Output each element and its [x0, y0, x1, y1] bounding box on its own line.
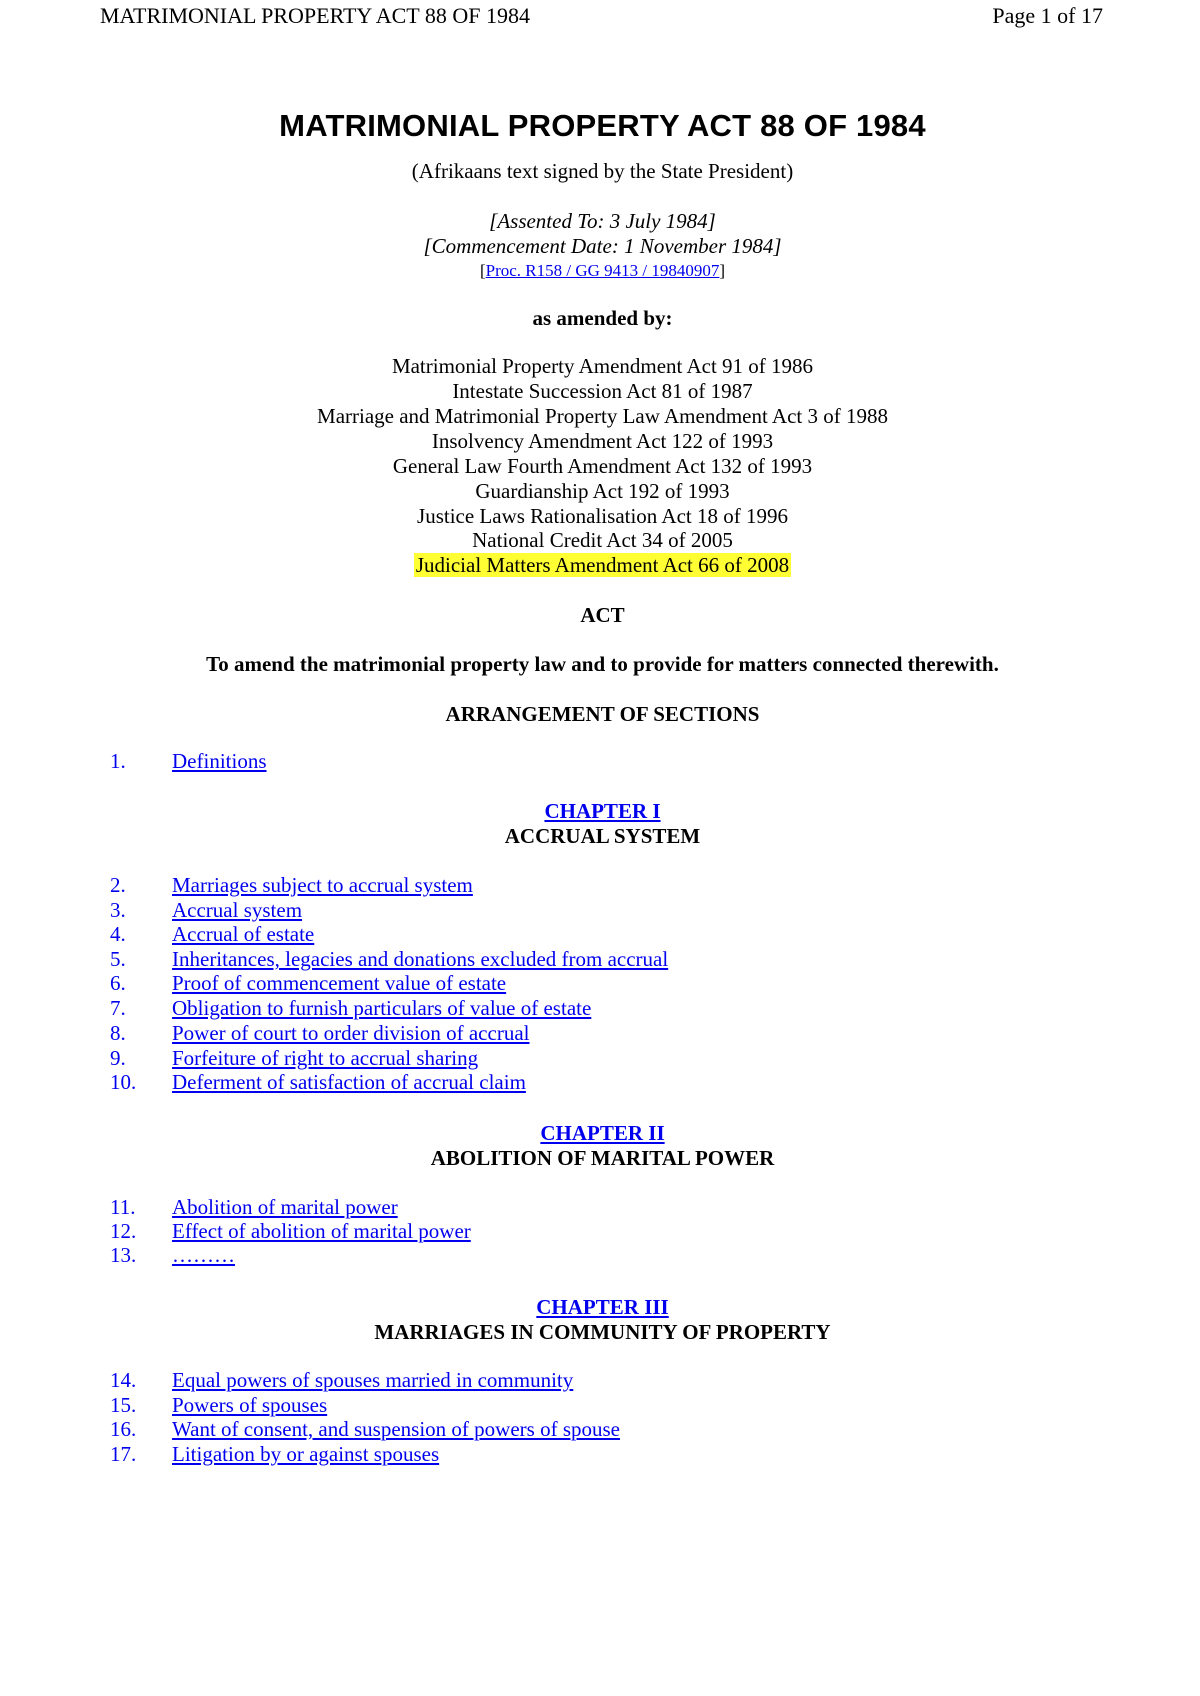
amendment-item: General Law Fourth Amendment Act 132 of 1993 — [392, 454, 813, 478]
long-title: To amend the matrimonial property law and to provide for matters connected therewith. — [206, 652, 999, 676]
toc-link[interactable] — [110, 1243, 235, 1267]
amendment-item-highlighted — [110, 552, 1095, 578]
running-header-title: MATRIMONIAL PROPERTY ACT 88 OF 1984 — [100, 3, 530, 28]
section-number: 12. — [110, 1219, 137, 1243]
section-title: Power of court to order division of accrual — [172, 1021, 530, 1045]
commencement-date: [Commencement Date: 1 November 1984] — [423, 234, 782, 258]
section-number: 15. — [110, 1393, 137, 1417]
section-number: 14. — [110, 1368, 137, 1392]
section-number: 5. — [110, 947, 126, 971]
proclamation-link[interactable]: Proc. R158 / GG 9413 / 19840907 — [485, 261, 720, 280]
toc-link[interactable] — [110, 749, 267, 773]
toc-link[interactable] — [110, 922, 314, 946]
section-number: 9. — [110, 1046, 126, 1070]
section-title: Marriages subject to accrual system — [172, 873, 473, 897]
proclamation-reference — [110, 258, 1095, 284]
toc-link[interactable] — [110, 898, 302, 922]
toc-item[interactable] — [110, 1195, 398, 1220]
section-number: 2. — [110, 873, 126, 897]
amendment-item: Guardianship Act 192 of 1993 — [475, 479, 730, 503]
chapter-link[interactable]: CHAPTER I — [544, 799, 661, 823]
highlighted-amendment: Judicial Matters Amendment Act 66 of 2008 — [415, 553, 790, 577]
section-title: Want of consent, and suspension of powers of spouse — [172, 1417, 620, 1441]
amendment-item: Justice Laws Rationalisation Act 18 of 1996 — [417, 504, 788, 528]
page-number: Page 1 of 17 — [992, 3, 1103, 28]
chapter-heading — [110, 1294, 1095, 1320]
toc-item[interactable] — [110, 898, 302, 923]
section-number: 13. — [110, 1243, 137, 1267]
section-title: Accrual system — [172, 898, 303, 922]
chapter-link[interactable]: CHAPTER III — [536, 1295, 669, 1319]
section-number: 11. — [110, 1195, 136, 1219]
proc-close-bracket: ] — [719, 261, 726, 280]
signed-note: (Afrikaans text signed by the State President) — [411, 159, 794, 183]
amendment-item: National Credit Act 34 of 2005 — [472, 528, 733, 552]
chapter-heading — [110, 798, 1095, 824]
toc-link[interactable] — [110, 1195, 398, 1219]
toc-item[interactable] — [110, 996, 591, 1021]
section-title: Obligation to furnish particulars of value of estate — [172, 996, 592, 1020]
arrangement-heading: ARRANGEMENT OF SECTIONS — [445, 702, 760, 726]
amendment-item: Matrimonial Property Amendment Act 91 of 1986 — [391, 354, 814, 378]
toc-link[interactable] — [110, 1021, 529, 1045]
toc-link[interactable] — [110, 1070, 526, 1094]
toc-link[interactable] — [110, 1393, 327, 1417]
toc-link[interactable] — [110, 1219, 471, 1243]
toc-item[interactable] — [110, 922, 314, 947]
amendment-item: Intestate Succession Act 81 of 1987 — [452, 379, 753, 403]
toc-link[interactable] — [110, 1442, 439, 1466]
act-title: MATRIMONIAL PROPERTY ACT 88 OF 1984 — [279, 108, 926, 143]
toc-item[interactable] — [110, 749, 267, 774]
toc-item[interactable] — [110, 1243, 235, 1268]
section-number: 10. — [110, 1070, 137, 1094]
proc-open-bracket: [ — [479, 261, 486, 280]
amendment-item: Insolvency Amendment Act 122 of 1993 — [431, 429, 774, 453]
running-header — [0, 0, 1200, 32]
act-heading: ACT — [580, 603, 625, 627]
toc-link[interactable] — [110, 996, 591, 1020]
section-title: Effect of abolition of marital power — [172, 1219, 471, 1243]
section-title: Litigation by or against spouses — [172, 1442, 440, 1466]
chapter-name: ABOLITION OF MARITAL POWER — [430, 1146, 775, 1170]
toc-link[interactable] — [110, 947, 668, 971]
section-number: 6. — [110, 971, 126, 995]
section-number: 4. — [110, 922, 126, 946]
toc-item[interactable] — [110, 1046, 478, 1071]
section-title: Forfeiture of right to accrual sharing — [172, 1046, 479, 1070]
toc-link[interactable] — [110, 1417, 620, 1441]
chapter-name: MARRIAGES IN COMMUNITY OF PROPERTY — [374, 1320, 831, 1344]
section-title: ……… — [172, 1243, 235, 1267]
section-title: Equal powers of spouses married in community — [172, 1368, 574, 1392]
toc-link[interactable] — [110, 873, 473, 897]
section-title: Inheritances, legacies and donations excluded from accrual — [172, 947, 669, 971]
section-title: Accrual of estate — [172, 922, 315, 946]
assented-date: [Assented To: 3 July 1984] — [489, 209, 716, 233]
section-title: Proof of commencement value of estate — [172, 971, 507, 995]
toc-item[interactable] — [110, 873, 473, 898]
section-number: 8. — [110, 1021, 126, 1045]
toc-item[interactable] — [110, 1393, 327, 1418]
toc-item[interactable] — [110, 1219, 471, 1244]
section-title: Powers of spouses — [172, 1393, 328, 1417]
section-title: Abolition of marital power — [172, 1195, 398, 1219]
amendment-item: Marriage and Matrimonial Property Law Amendment Act 3 of 1988 — [317, 404, 888, 428]
toc-item[interactable] — [110, 947, 668, 972]
toc-link[interactable] — [110, 1368, 573, 1392]
section-number: 17. — [110, 1442, 137, 1466]
toc-link[interactable] — [110, 971, 506, 995]
chapter-heading — [110, 1120, 1095, 1146]
chapter-link[interactable]: CHAPTER II — [540, 1121, 665, 1145]
section-title: Definitions — [172, 749, 267, 773]
toc-item[interactable] — [110, 1442, 439, 1467]
amended-by-label: as amended by: — [532, 306, 673, 330]
section-number: 16. — [110, 1417, 137, 1441]
section-number: 1. — [110, 749, 126, 773]
toc-item[interactable] — [110, 1070, 526, 1095]
toc-item[interactable] — [110, 971, 506, 996]
toc-item[interactable] — [110, 1021, 529, 1046]
section-title: Deferment of satisfaction of accrual claim — [172, 1070, 526, 1094]
toc-link[interactable] — [110, 1046, 478, 1070]
chapter-name: ACCRUAL SYSTEM — [504, 824, 701, 848]
toc-item[interactable] — [110, 1417, 620, 1442]
section-number: 7. — [110, 996, 126, 1020]
toc-item[interactable] — [110, 1368, 573, 1393]
section-number: 3. — [110, 898, 126, 922]
